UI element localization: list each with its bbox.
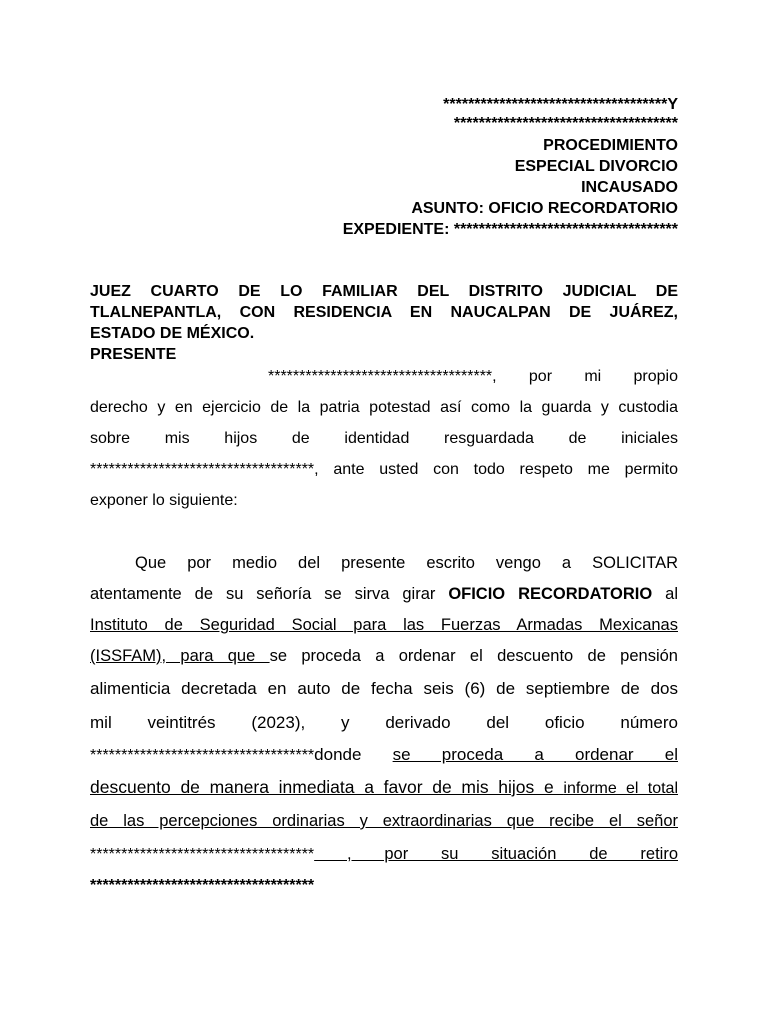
party-line-2: ************************************ bbox=[453, 115, 678, 132]
body-line-8-text-a: descuento de manera inmediata a favor de mis hijos e bbox=[90, 777, 564, 797]
procedure-line-3: INCAUSADO bbox=[581, 179, 678, 196]
body-line-2-text-a: atentamente de su señoría se sirva girar bbox=[90, 585, 449, 603]
procedure-line-1: PROCEDIMIENTO bbox=[543, 137, 678, 154]
intro-line-3: sobre mis hijos de identidad resguardada de iniciales bbox=[90, 430, 678, 447]
body-line-1: Que por medio del presente escrito vengo a SOLICITAR bbox=[135, 554, 678, 572]
intro-line-4 bbox=[90, 459, 678, 480]
intro-line-2: derecho y en ejercicio de la patria potestad así como la guarda y custodia bbox=[90, 399, 678, 416]
children-initials: ************************************ bbox=[90, 461, 315, 478]
body-line-6: mil veintitrés (2023), y derivado del oficio número bbox=[90, 713, 678, 732]
petitioner-name: ************************************ bbox=[268, 368, 493, 385]
body-line-8-text-b: informe el total bbox=[563, 780, 679, 797]
body-line-5: alimenticia decretada en auto de fecha seis (6) de septiembre de dos bbox=[90, 679, 678, 698]
body-line-9: de las percepciones ordinarias y extraordinarias que recibe el señor bbox=[90, 812, 678, 830]
body-line-8 bbox=[90, 777, 678, 799]
case-number-line bbox=[343, 219, 678, 240]
addressee-line-2: TLALNEPANTLA, CON RESIDENCIA EN NAUCALPAN DE JUÁREZ, bbox=[90, 304, 678, 321]
intro-line-5: exponer lo siguiente: bbox=[90, 492, 238, 509]
body-line-10-text: , por su situación de retiro bbox=[314, 845, 678, 863]
body-line-7-underlined: se proceda a ordenar el bbox=[392, 745, 678, 764]
oficio-recordatorio-bold: OFICIO RECORDATORIO bbox=[448, 585, 653, 603]
body-line-4-text: se proceda a ordenar el descuento de pensión bbox=[269, 647, 678, 665]
respondent-name: ************************************ bbox=[90, 846, 315, 863]
body-line-7 bbox=[90, 744, 678, 766]
body-line-10 bbox=[90, 844, 678, 865]
body-line-7-text-a: donde bbox=[314, 745, 393, 764]
issfam-underlined: (ISSFAM), para que bbox=[90, 647, 270, 665]
procedure-line-2: ESPECIAL DIVORCIO bbox=[514, 158, 678, 175]
official-number: ************************************ bbox=[90, 747, 315, 764]
intro-line-4-text: , ante usted con todo respeto me permito bbox=[314, 461, 678, 478]
addressee-line-1: JUEZ CUARTO DE LO FAMILIAR DEL DISTRITO JUDICIAL DE bbox=[90, 283, 678, 300]
body-line-2-text-c: al bbox=[652, 585, 678, 603]
presente-label: PRESENTE bbox=[90, 346, 177, 363]
party-line-1: ************************************Y bbox=[443, 96, 678, 113]
body-line-2 bbox=[90, 584, 678, 605]
case-number-value: ************************************ bbox=[453, 221, 678, 238]
intro-line-1 bbox=[268, 366, 678, 387]
body-line-3: Instituto de Seguridad Social para las Fuerzas Armadas Mexicanas bbox=[90, 616, 678, 634]
intro-line-1-text: , por mi propio bbox=[492, 368, 678, 385]
body-line-11: ************************************ bbox=[90, 877, 315, 894]
addressee-line-3: ESTADO DE MÉXICO. bbox=[90, 325, 255, 342]
subject-line: ASUNTO: OFICIO RECORDATORIO bbox=[411, 200, 678, 217]
case-number-label: EXPEDIENTE: bbox=[342, 221, 450, 238]
body-line-4 bbox=[90, 646, 678, 667]
